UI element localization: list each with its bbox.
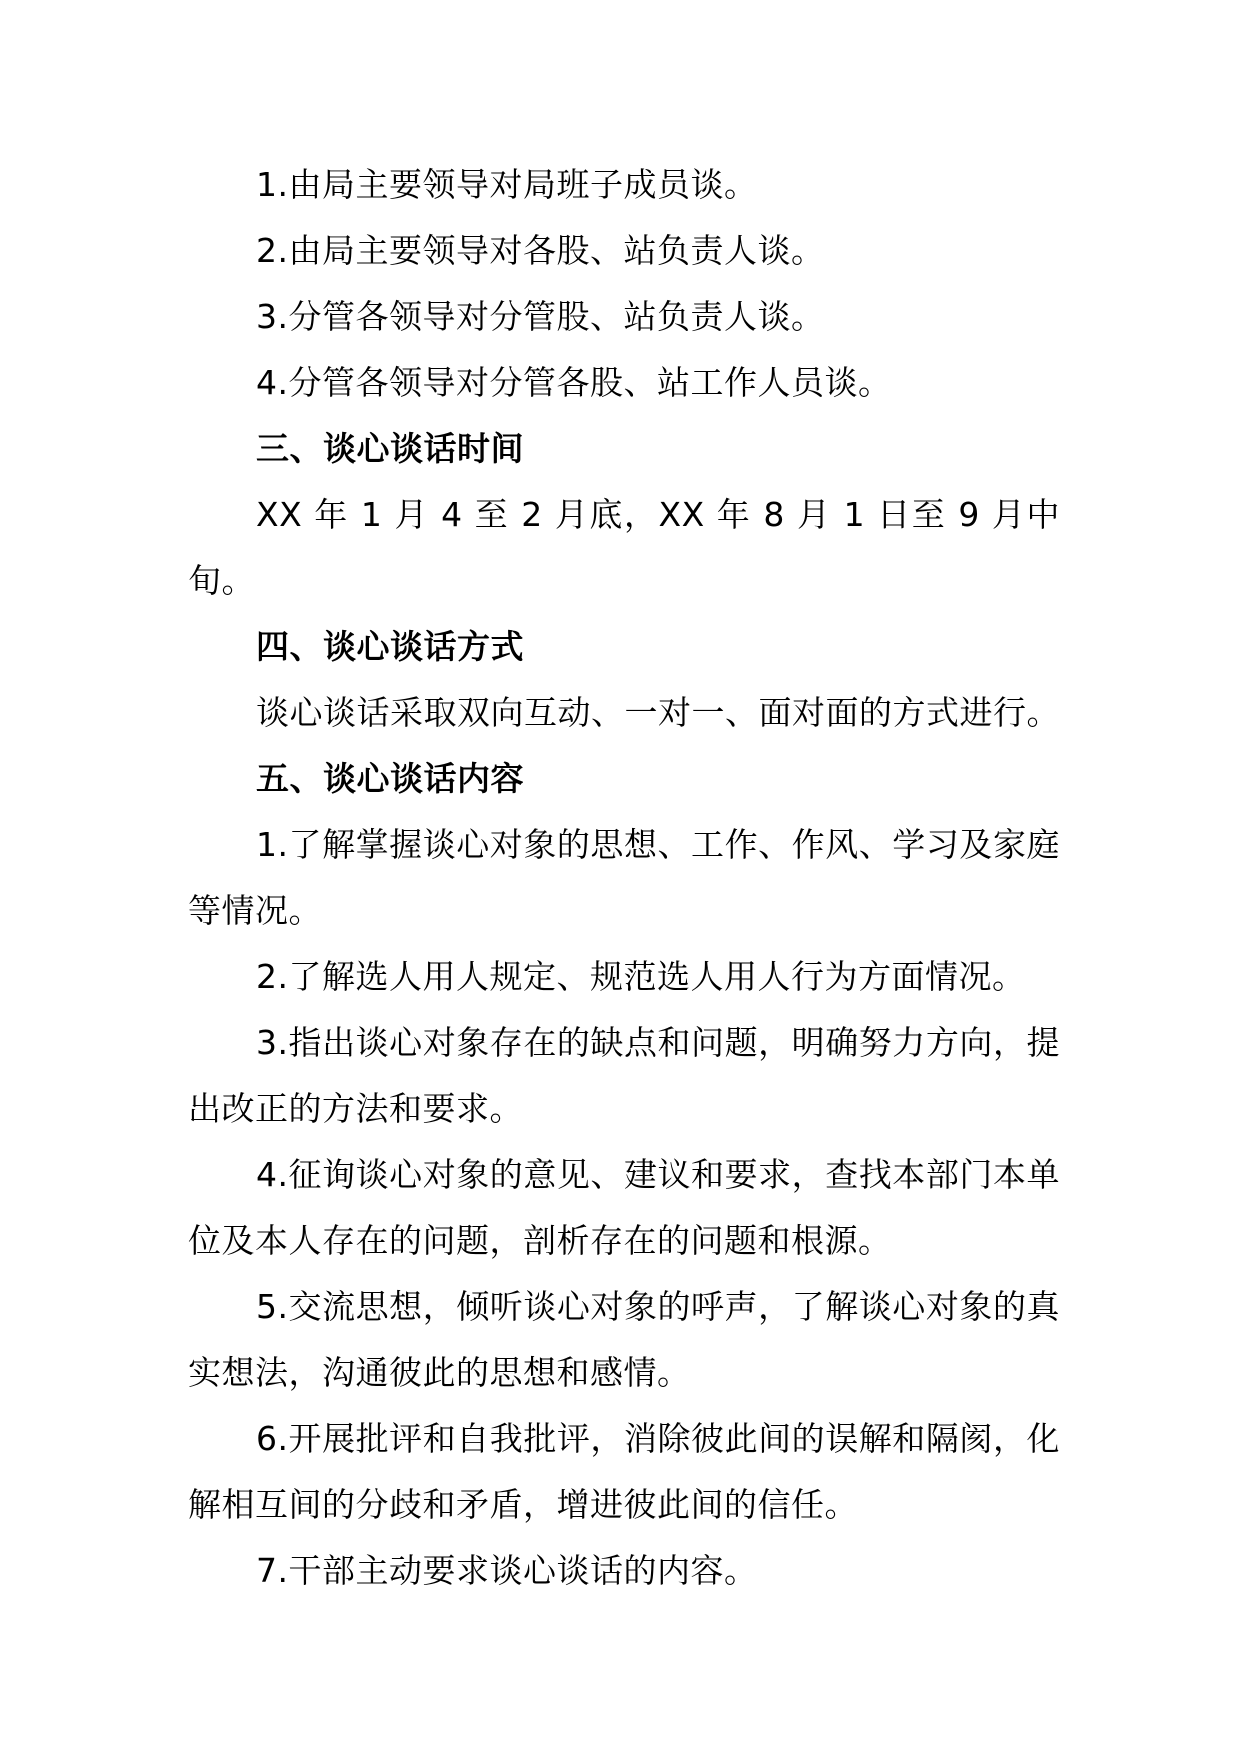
list-item: 1.由局主要领导对局班子成员谈。 xyxy=(256,165,758,204)
list-item: 7.干部主动要求谈心谈话的内容。 xyxy=(256,1551,758,1590)
list-item: 4.征询谈心对象的意见、建议和要求，查找本部门本单位及本人存在的问题，剖析存在的问题和根源。 xyxy=(188,1155,1060,1260)
document-body xyxy=(188,152,1060,1604)
list-item: 1.了解掌握谈心对象的思想、工作、作风、学习及家庭等情况。 xyxy=(188,825,1060,930)
section-heading-time: 三、谈心谈话时间 xyxy=(256,429,524,468)
section-body-method: 谈心谈话采取双向互动、一对一、面对面的方式进行。 xyxy=(256,693,1060,732)
list-item: 2.了解选人用人规定、规范选人用人行为方面情况。 xyxy=(256,957,1026,996)
list-item: 2.由局主要领导对各股、站负责人谈。 xyxy=(256,231,825,270)
list-item: 6.开展批评和自我批评，消除彼此间的误解和隔阂，化解相互间的分歧和矛盾，增进彼此间的信任。 xyxy=(188,1419,1060,1524)
section-heading-content: 五、谈心谈话内容 xyxy=(256,759,524,798)
list-item: 3.分管各领导对分管股、站负责人谈。 xyxy=(256,297,825,336)
list-item: 3.指出谈心对象存在的缺点和问题，明确努力方向，提出改正的方法和要求。 xyxy=(188,1023,1060,1128)
section-heading-method: 四、谈心谈话方式 xyxy=(256,627,524,666)
list-item: 5.交流思想，倾听谈心对象的呼声，了解谈心对象的真实想法，沟通彼此的思想和感情。 xyxy=(188,1287,1060,1392)
list-item: 4.分管各领导对分管各股、站工作人员谈。 xyxy=(256,363,892,402)
section-body-time: XX 年 1 月 4 至 2 月底，XX 年 8 月 1 日至 9 月中旬。 xyxy=(188,495,1060,600)
